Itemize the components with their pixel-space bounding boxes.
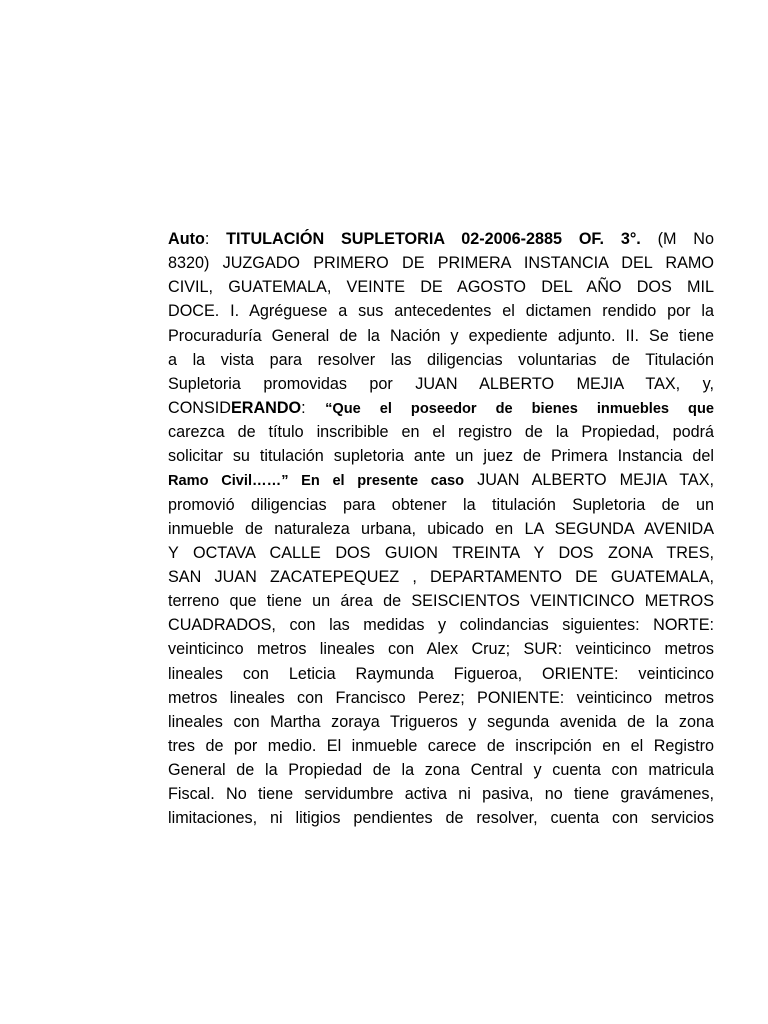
text-run: SAN JUAN ZACATEPEQUEZ , DEPARTAMENTO DE GUATEMALA, (168, 567, 714, 586)
bold-text-run: “Que el poseedor de bienes inmuebles que (325, 400, 714, 417)
text-run: (M No (640, 230, 714, 248)
text-run: veinticinco metros lineales con Alex Cruz; SUR: veinticinco metros (168, 640, 714, 659)
text-run: lineales con Martha zoraya Trigueros y segunda avenida de la zona (168, 712, 714, 731)
text-run: General de la Propiedad de la zona Central y cuenta con matricula (168, 761, 714, 780)
text-line (168, 806, 714, 830)
text-run: : (204, 230, 227, 248)
text-line (168, 251, 714, 275)
bold-text-run: ERANDO (230, 398, 302, 417)
text-line (168, 275, 714, 299)
text-run: terreno que tiene un área de SEISCIENTOS VEINTICINCO METROS (168, 592, 714, 611)
text-line (168, 565, 714, 589)
text-run: carezca de título inscribible en el registro de la Propiedad, podrá (168, 423, 714, 442)
text-line (168, 348, 714, 372)
bold-text-run: Auto (168, 230, 205, 248)
text-run: : (301, 398, 326, 417)
bold-text-run: Ramo Civil……” En el presente caso (168, 473, 465, 490)
text-line (168, 372, 714, 396)
text-run: inmueble de naturaleza urbana, ubicado en LA SEGUNDA AVENIDA (168, 519, 714, 538)
text-line (168, 396, 714, 420)
resolution-text-block (168, 227, 714, 831)
text-run: CIVIL, GUATEMALA, VEINTE DE AGOSTO DEL AÑO DOS MIL (168, 278, 714, 297)
text-run: limitaciones, ni litigios pendientes de resolver, cuenta con servicios (168, 809, 714, 828)
text-run: CONSID (168, 398, 231, 417)
text-run: lineales con Leticia Raymunda Figueroa, ORIENTE: veinticinco (168, 664, 714, 683)
text-run: 8320) JUZGADO PRIMERO DE PRIMERA INSTANCIA DEL RAMO (168, 254, 714, 273)
text-run: Procuraduría General de la Nación y expediente adjunto. II. Se tiene (168, 326, 714, 345)
text-run: Supletoria promovidas por JUAN ALBERTO MEJIA TAX, y, (168, 374, 714, 393)
text-run: tres de por medio. El inmueble carece de inscripción en el Registro (168, 736, 714, 755)
text-line (168, 758, 714, 782)
text-line (168, 541, 714, 565)
bold-text-run: TITULACIÓN SUPLETORIA 02-2006-2885 OF. 3°. (226, 230, 641, 248)
text-line (168, 782, 714, 806)
text-run: a la vista para resolver las diligencias voluntarias de Titulación (168, 350, 714, 369)
text-line (168, 710, 714, 734)
text-run: promovió diligencias para obtener la titulación Supletoria de un (168, 495, 714, 514)
text-line (168, 613, 714, 637)
text-run: Y OCTAVA CALLE DOS GUION TREINTA Y DOS ZONA TRES, (168, 543, 714, 562)
text-run: CUADRADOS, con las medidas y colindancias siguientes: NORTE: (168, 616, 714, 635)
text-line (168, 324, 714, 348)
text-line (168, 517, 714, 541)
text-run: metros lineales con Francisco Perez; PONIENTE: veinticinco metros (168, 688, 714, 707)
text-line (168, 734, 714, 758)
text-run: JUAN ALBERTO MEJIA TAX, (464, 471, 714, 490)
text-line (168, 444, 714, 468)
text-line (168, 662, 714, 686)
text-run: solicitar su titulación supletoria ante un juez de Primera Instancia del (168, 447, 714, 466)
text-line (168, 227, 714, 251)
text-line (168, 637, 714, 661)
text-line (168, 468, 714, 492)
text-line (168, 589, 714, 613)
text-line (168, 299, 714, 323)
text-run: Fiscal. No tiene servidumbre activa ni pasiva, no tiene gravámenes, (168, 785, 714, 804)
text-line (168, 686, 714, 710)
text-run: DOCE. I. Agréguese a sus antecedentes el dictamen rendido por la (168, 302, 714, 321)
text-line (168, 420, 714, 444)
text-line (168, 493, 714, 517)
